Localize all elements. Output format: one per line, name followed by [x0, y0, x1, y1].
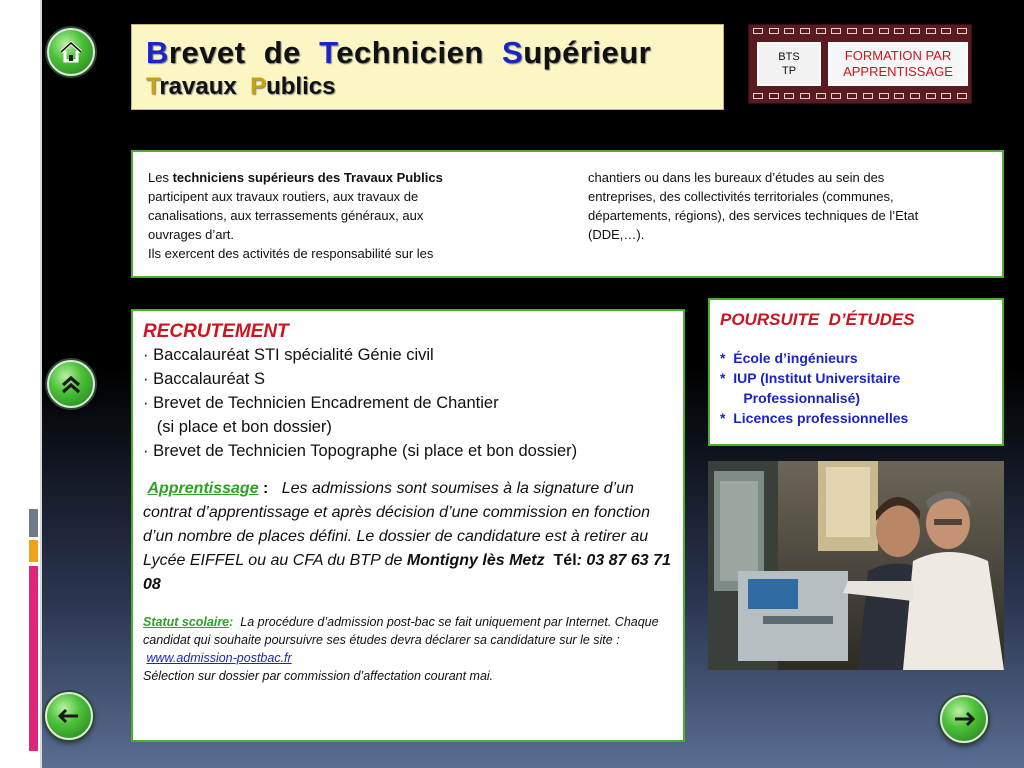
strip-mark-orange: [29, 540, 38, 562]
recrutement-item: · Baccalauréat STI spécialité Génie civil: [143, 346, 434, 364]
formation-label: [828, 42, 968, 86]
left-sidebar-strip: [0, 0, 42, 768]
title-segment: upérieur: [523, 35, 652, 70]
formation-line-2: APPRENTISSAGE: [843, 64, 953, 79]
title-segment: P: [250, 73, 267, 100]
arrow-right-icon: [950, 705, 978, 733]
recrutement-item: · Brevet de Technicien Encadrement de Chantier: [143, 394, 499, 412]
double-chevron-up-icon: [57, 370, 85, 398]
selection-text: Sélection sur dossier par commission d’affectation courant mai.: [143, 669, 494, 683]
statut-link[interactable]: Statut scolaire: [143, 615, 230, 629]
recrutement-item: · Brevet de Technicien Topographe (si place et bon dossier): [143, 442, 578, 460]
students-photo-illustration: [708, 461, 1004, 670]
description-line: Ils exercent des activités de responsabilité sur les: [148, 246, 434, 261]
title-line-2: [146, 73, 709, 101]
description-line: participent aux travaux routiers, aux travaux de: [148, 189, 419, 204]
description-line: ouvrages d’art.: [148, 227, 234, 242]
description-column-1: [148, 168, 568, 263]
recrutement-title: RECRUTEMENT: [143, 321, 289, 342]
apprentissage-link[interactable]: Apprentissage: [147, 480, 259, 497]
apprentissage-paragraph: Apprentissage : Les admissions sont soumises à la signature d’un contrat d’apprentissage et après décision d’une commission en fonction d’un nombre de places défini. Le dossier de candidature est à retirer au Lycée EIFFEL ou au CFA du BTP de Montigny lès Metz Tél: 03 87 63 71 08: [143, 480, 671, 593]
description-bold: techniciens supérieurs des Travaux Publics: [172, 170, 443, 185]
description-panel: [131, 150, 1004, 278]
film-holes-top: [753, 28, 967, 35]
title-segment: T: [319, 35, 337, 70]
description-col1-lines: [148, 187, 568, 263]
scroll-up-button[interactable]: [47, 360, 95, 408]
poursuite-panel: [708, 298, 1004, 446]
description-line: entreprises, des collectivités territoriales (communes,: [588, 189, 894, 204]
title-segment: revet de: [168, 35, 320, 70]
title-segment: B: [146, 35, 169, 70]
recrutement-item: (si place et bon dossier): [143, 418, 332, 436]
house-icon: [57, 38, 85, 66]
poursuite-item: * Licences professionnelles: [720, 410, 909, 426]
admission-postbac-link[interactable]: www.admission-postbac.fr: [146, 651, 292, 665]
poursuite-item: * École d’ingénieurs: [720, 350, 858, 366]
description-line: chantiers ou dans les bureaux d’études au sein des: [588, 170, 885, 185]
bts-line-2: TP: [781, 65, 797, 77]
title-line-1: [146, 35, 709, 71]
apprentissage-place: Montigny lès Metz: [406, 552, 545, 569]
title-segment: echnicien: [336, 35, 503, 70]
title-segment: ravaux: [159, 73, 251, 100]
previous-button[interactable]: [45, 692, 93, 740]
students-photo: [708, 461, 1004, 670]
description-line: (DDE,…).: [588, 227, 645, 242]
strip-mark-pink: [29, 566, 38, 751]
page-title: [131, 24, 724, 110]
poursuite-item: Professionnalisé): [720, 390, 861, 406]
recrutement-item: · Baccalauréat S: [143, 370, 265, 388]
statut-paragraph: Statut scolaire: La procédure d’admission post-bac se fait uniquement par Internet. Chaque candidat qui souhaite poursuivre ses études devra déclarer sa candidature sur le site : www.admission-postbac.fr Sélection sur dossier par commission d’affectation courant mai.: [143, 615, 659, 683]
bts-tp-label: [757, 42, 821, 86]
title-segment: ublics: [266, 73, 336, 100]
tel-label: Tél: [553, 552, 577, 569]
poursuite-title: POURSUITE D’ÉTUDES: [720, 310, 915, 329]
film-strip-badge: [748, 24, 972, 104]
recrutement-list: [143, 343, 673, 463]
home-button[interactable]: [47, 28, 95, 76]
tel-number: : 03 87 63 71 08: [143, 552, 671, 593]
strip-mark-gray: [29, 509, 38, 537]
next-button[interactable]: [940, 695, 988, 743]
description-column-2: [588, 168, 998, 244]
poursuite-list: [720, 348, 992, 428]
bts-line-1: BTS: [778, 51, 800, 63]
title-segment: T: [146, 73, 160, 100]
arrow-left-icon: [55, 702, 83, 730]
title-segment: S: [502, 35, 524, 70]
film-holes-bottom: [753, 93, 967, 100]
formation-line-1: FORMATION PAR: [844, 48, 952, 63]
recrutement-panel: [131, 309, 685, 742]
description-line: départements, régions), des services techniques de l’Etat: [588, 208, 919, 223]
description-intro-line: Les techniciens supérieurs des Travaux Publics: [148, 170, 443, 185]
description-line: canalisations, aux terrassements généraux, aux: [148, 208, 424, 223]
poursuite-item: * IUP (Institut Universitaire: [720, 370, 901, 386]
